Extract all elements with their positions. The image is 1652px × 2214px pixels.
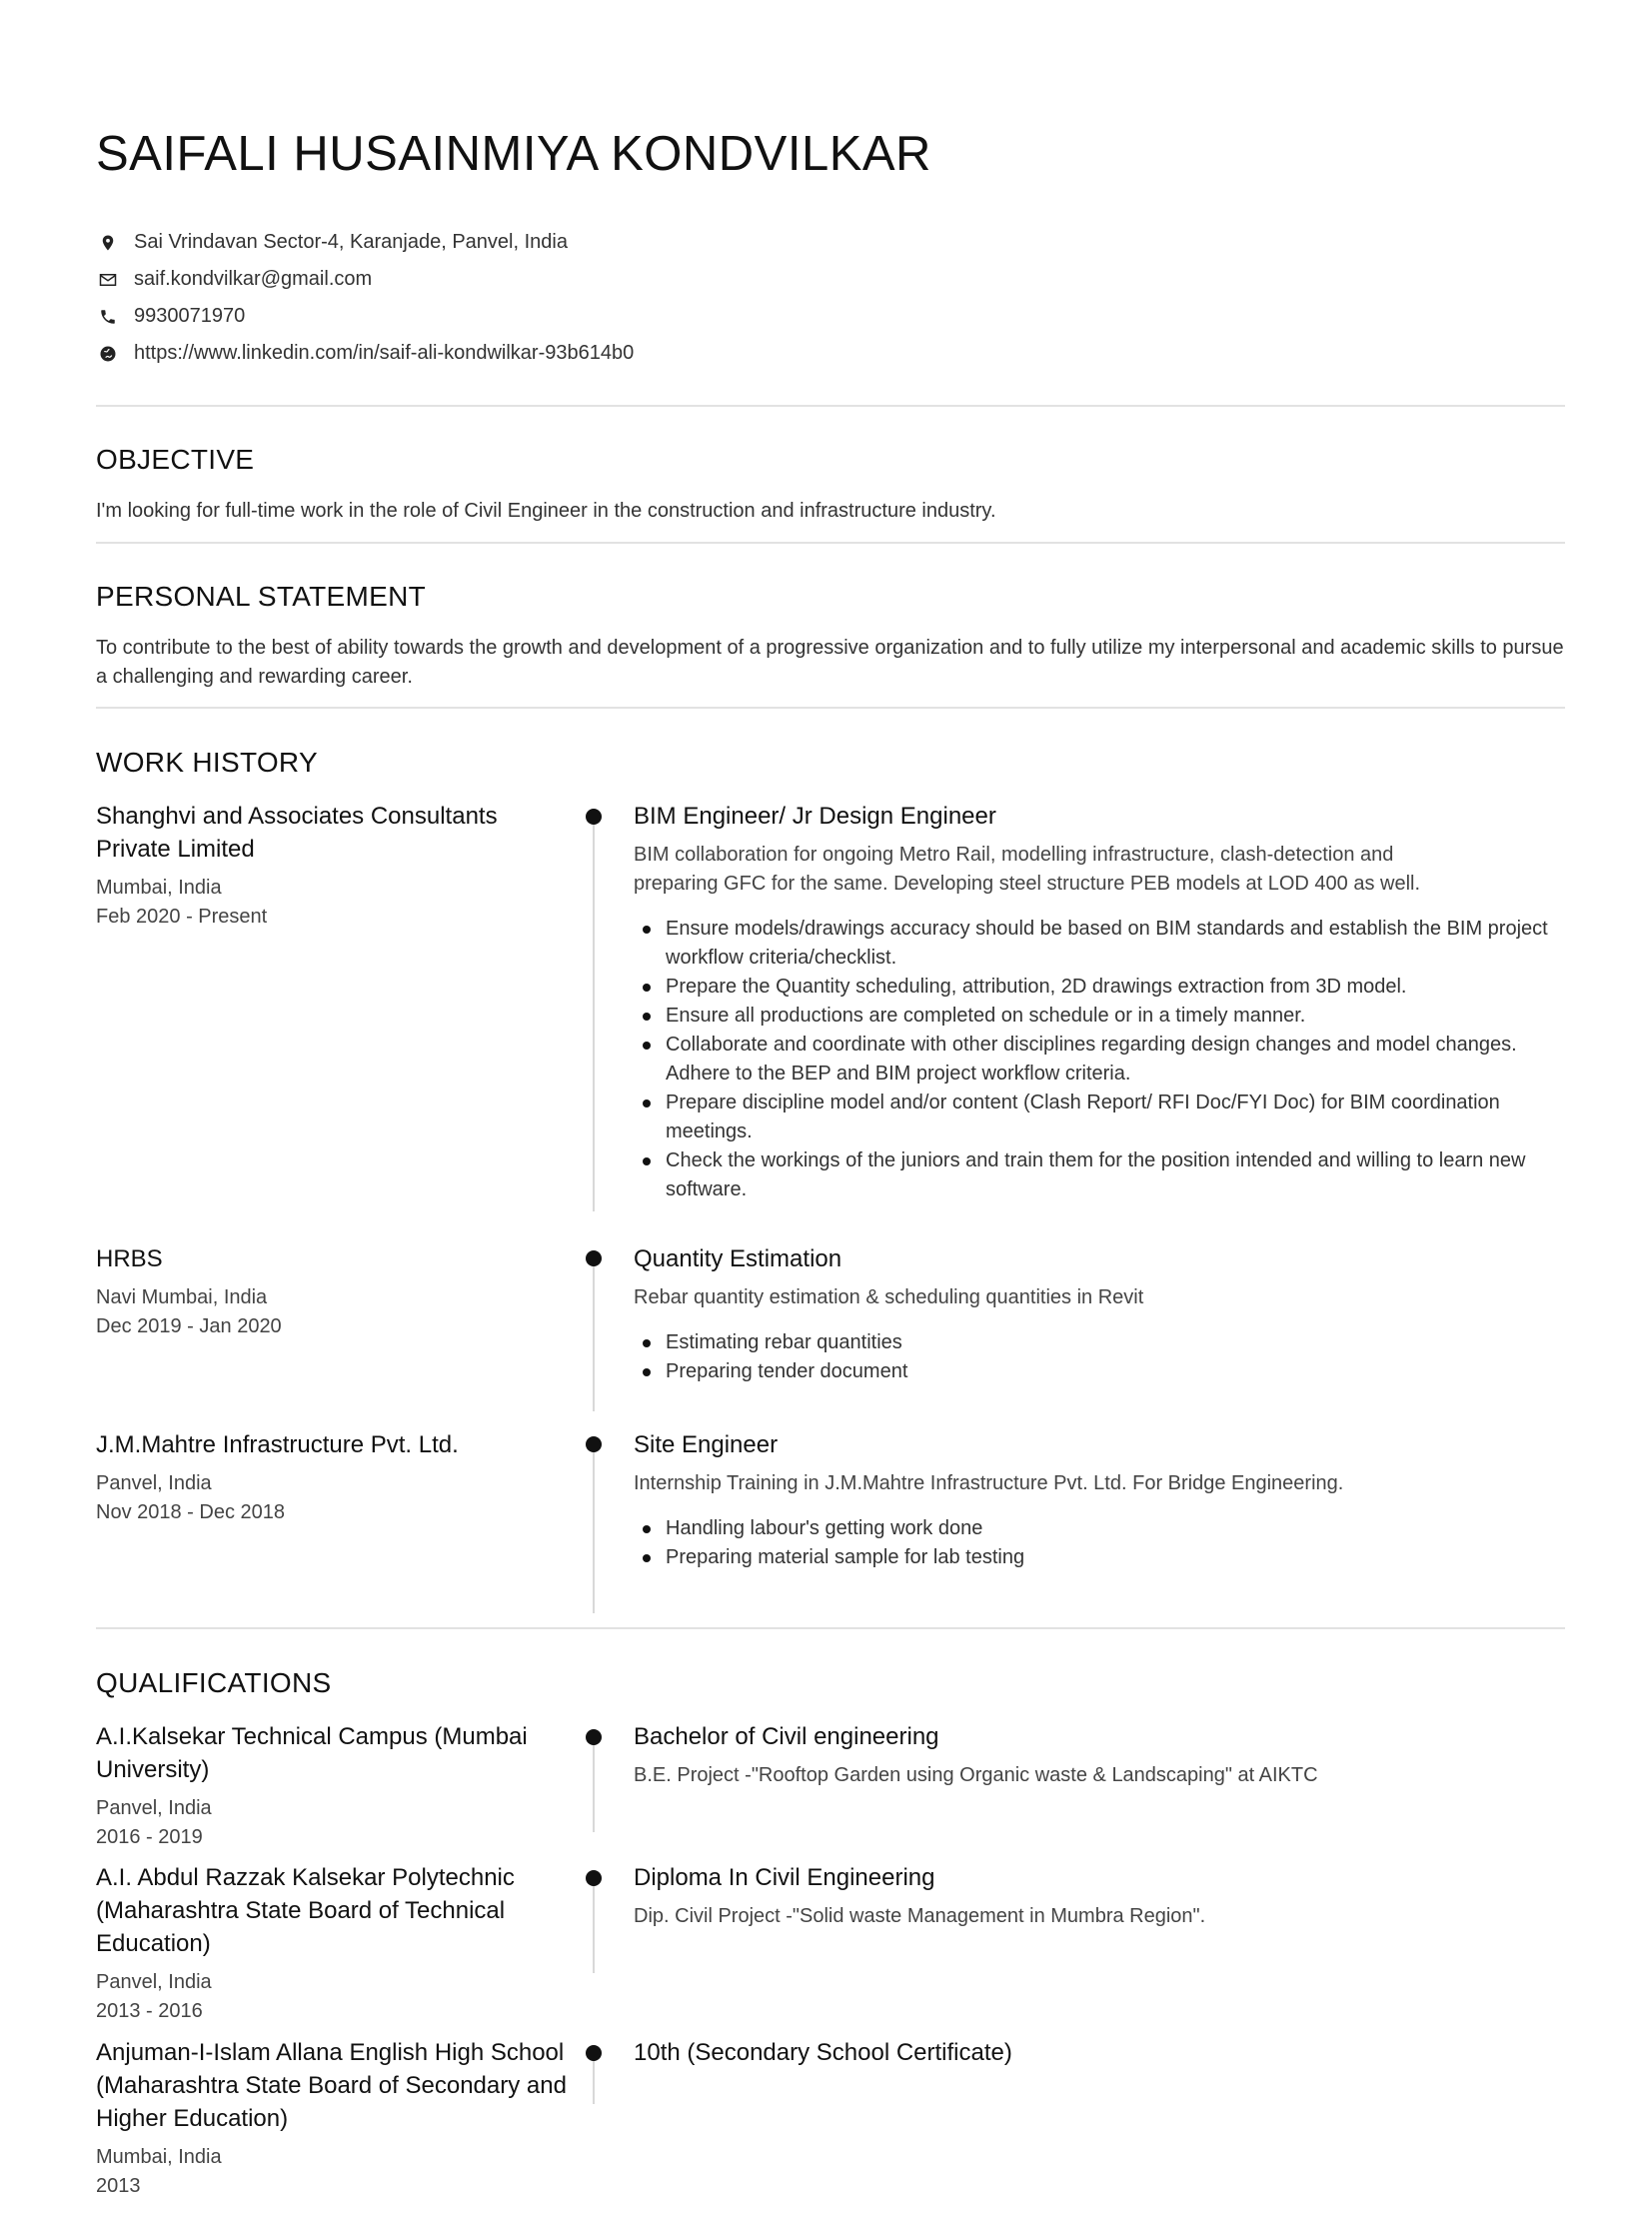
- qualification-institution: [96, 1861, 576, 2026]
- timeline-dot: [586, 2045, 602, 2061]
- timeline-dot: [586, 1870, 602, 1886]
- address-text: Sai Vrindavan Sector-4, Karanjade, Panvel, India: [134, 231, 568, 253]
- list-item: Estimating rebar quantities: [666, 1328, 1565, 1357]
- degree-description: B.E. Project -"Rooftop Garden using Organic waste & Landscaping" at AIKTC: [634, 1764, 1318, 1786]
- timeline-dot: [586, 1729, 602, 1745]
- employment-dates: Feb 2020 - Present: [96, 906, 268, 928]
- section-divider: [96, 707, 1565, 709]
- list-item: Handling labour's getting work done: [666, 1514, 1565, 1543]
- qualification-institution: [96, 2036, 576, 2201]
- objective-text: I'm looking for full-time work in the role of Civil Engineer in the construction and infrastructure industry.: [96, 500, 996, 522]
- qualification-details: [634, 1861, 1565, 1931]
- timeline-dot: [586, 1436, 602, 1452]
- degree-title: 10th (Secondary School Certificate): [634, 2039, 1012, 2066]
- contact-email: [96, 261, 634, 298]
- company-location: Panvel, India: [96, 1472, 212, 1494]
- phone-icon: [96, 305, 120, 329]
- contact-address: [96, 224, 634, 261]
- responsibility-list: [634, 1514, 1565, 1572]
- timeline-dot: [586, 809, 602, 825]
- list-item: Prepare the Quantity scheduling, attribution, 2D drawings extraction from 3D model.: [666, 973, 1565, 1002]
- qualification-details: [634, 1720, 1565, 1790]
- institution-location: Mumbai, India: [96, 2146, 222, 2168]
- timeline-dot: [586, 1250, 602, 1266]
- degree-description: Dip. Civil Project -"Solid waste Management in Mumbra Region".: [634, 1905, 1206, 1927]
- company-location: Mumbai, India: [96, 877, 222, 899]
- candidate-name: SAIFALI HUSAINMIYA KONDVILKAR: [96, 127, 931, 181]
- employment-dates: Nov 2018 - Dec 2018: [96, 1501, 286, 1523]
- contact-linkedin: [96, 335, 634, 372]
- timeline-line: [593, 812, 595, 1211]
- work-entry-details: [634, 1428, 1565, 1572]
- contact-phone: [96, 298, 634, 335]
- study-dates: 2013 - 2016: [96, 2000, 203, 2022]
- list-item: Preparing material sample for lab testing: [666, 1543, 1565, 1572]
- list-item: Prepare discipline model and/or content (Clash Report/ RFI Doc/FYI Doc) for BIM coordination meetings.: [666, 1089, 1565, 1146]
- responsibility-list: [634, 915, 1565, 1204]
- email-link[interactable]: saif.kondvilkar@gmail.com: [134, 268, 373, 290]
- job-description: BIM collaboration for ongoing Metro Rail, modelling infrastructure, clash-detection and preparing GFC for the same. Developing steel structure PEB models at LOD 400 as well.: [634, 844, 1421, 895]
- work-entry-details: [634, 800, 1565, 1204]
- list-item: Ensure all productions are completed on schedule or in a timely manner.: [666, 1002, 1565, 1031]
- linkedin-link[interactable]: https://www.linkedin.com/in/saif-ali-kondwilkar-93b614b0: [134, 342, 635, 364]
- qualification-institution: [96, 1720, 576, 1852]
- personal-statement-text: To contribute to the best of ability towards the growth and development of a progressive organization and to fully utilize my interpersonal and academic skills to pursue a challenging and rewarding career.: [96, 637, 1564, 688]
- timeline-line: [593, 1732, 595, 1832]
- institution-name: Anjuman-I-Islam Allana English High School (Maharashtra State Board of Secondary and Higher Education): [96, 2039, 567, 2132]
- timeline-line: [593, 1251, 595, 1411]
- list-item: Collaborate and coordinate with other disciplines regarding design changes and model changes. Adhere to the BEP and BIM project workflow criteria.: [666, 1031, 1565, 1089]
- company-name: HRBS: [96, 1245, 163, 1272]
- phone-text: 9930071970: [134, 305, 246, 327]
- institution-name: A.I. Abdul Razzak Kalsekar Polytechnic (Maharashtra State Board of Technical Education): [96, 1864, 515, 1957]
- globe-icon: [96, 342, 120, 366]
- qualifications-heading: QUALIFICATIONS: [96, 1667, 332, 1698]
- contact-list: [96, 224, 634, 372]
- degree-title: Bachelor of Civil engineering: [634, 1723, 939, 1750]
- location-pin-icon: [96, 231, 120, 255]
- responsibility-list: [634, 1328, 1565, 1386]
- list-item: Check the workings of the juniors and train them for the position intended and willing to learn new software.: [666, 1146, 1565, 1204]
- timeline-line: [593, 1873, 595, 1973]
- job-title: BIM Engineer/ Jr Design Engineer: [634, 803, 996, 830]
- list-item: Ensure models/drawings accuracy should be based on BIM standards and establish the BIM project workflow criteria/checklist.: [666, 915, 1565, 973]
- qualification-details: [634, 2036, 1565, 2069]
- timeline-line: [593, 1437, 595, 1613]
- personal-statement-heading: PERSONAL STATEMENT: [96, 581, 427, 612]
- study-dates: 2016 - 2019: [96, 1826, 203, 1848]
- job-description: Rebar quantity estimation & scheduling quantities in Revit: [634, 1286, 1144, 1308]
- company-name: Shanghvi and Associates Consultants Private Limited: [96, 803, 498, 863]
- envelope-icon: [96, 268, 120, 292]
- section-divider: [96, 542, 1565, 544]
- section-divider: [96, 405, 1565, 407]
- job-title: Quantity Estimation: [634, 1245, 842, 1272]
- work-history-heading: WORK HISTORY: [96, 747, 318, 778]
- work-entry-company: [96, 800, 576, 932]
- institution-location: Panvel, India: [96, 1797, 212, 1819]
- work-entry-details: [634, 1242, 1565, 1386]
- employment-dates: Dec 2019 - Jan 2020: [96, 1315, 282, 1337]
- institution-name: A.I.Kalsekar Technical Campus (Mumbai University): [96, 1723, 528, 1783]
- job-title: Site Engineer: [634, 1431, 779, 1458]
- section-divider: [96, 1627, 1565, 1629]
- work-entry-company: [96, 1242, 576, 1341]
- institution-location: Panvel, India: [96, 1971, 212, 1993]
- degree-title: Diploma In Civil Engineering: [634, 1864, 935, 1891]
- company-name: J.M.Mahtre Infrastructure Pvt. Ltd.: [96, 1431, 459, 1458]
- work-entry-company: [96, 1428, 576, 1527]
- study-dates: 2013: [96, 2175, 141, 2197]
- company-location: Navi Mumbai, India: [96, 1286, 268, 1308]
- list-item: Preparing tender document: [666, 1357, 1565, 1386]
- job-description: Internship Training in J.M.Mahtre Infrastructure Pvt. Ltd. For Bridge Engineering.: [634, 1472, 1344, 1494]
- objective-heading: OBJECTIVE: [96, 444, 255, 475]
